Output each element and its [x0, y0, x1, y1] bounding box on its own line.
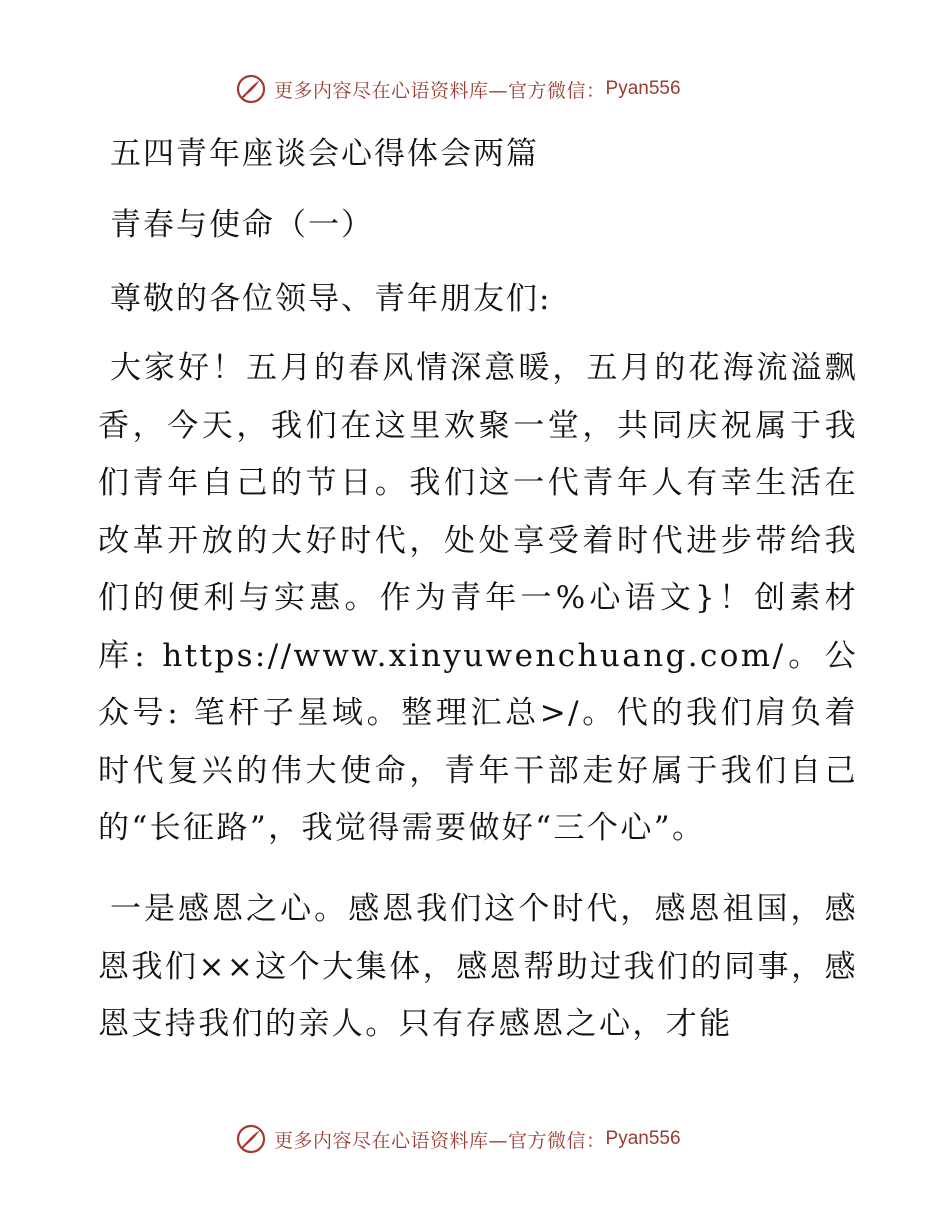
document-title: 五四青年座谈会心得体会两篇 — [110, 136, 539, 172]
salutation: 尊敬的各位领导、青年朋友们: — [110, 281, 552, 317]
watermark-text: 更多内容尽在心语资料库—官方微信： — [274, 1129, 606, 1152]
feather-logo-icon — [236, 74, 266, 104]
body-paragraph — [98, 340, 858, 858]
body-paragraph — [98, 881, 858, 1054]
footer-watermark — [236, 1122, 716, 1156]
watermark-text: 更多内容尽在心语资料库—官方微信： — [274, 79, 606, 102]
header-watermark — [236, 72, 716, 106]
paragraph-text: 大家好！五月的春风情深意暖，五月的花海流溢飘香，今天，我们在这里欢聚一堂，共同庆祝属于我们青年自己的节日。我们这一代青年人有幸生活在改革开放的大好时代，处处享受着时代进步带给我们的便利与实惠。作为青年一%心语文}！创素材库: https://www.xinyuwenchuang.com/。公众号: 笔杆子星域。整理汇总>/。代的我们肩负着时代复兴的伟大使命，青年干部走好属于我们自己的“长征路”，我觉得需要做好“三个心”。 — [98, 350, 858, 846]
watermark-wechat-id: Pyan556 — [605, 1128, 681, 1149]
paragraph-text: 一是感恩之心。感恩我们这个时代，感恩祖国，感恩我们××这个大集体，感恩帮助过我们的同事，感恩支持我们的亲人。只有存感恩之心，才能 — [98, 891, 858, 1042]
section-subtitle: 青春与使命（一） — [110, 207, 374, 243]
watermark-wechat-id: Pyan556 — [605, 78, 681, 99]
feather-logo-icon — [236, 1124, 266, 1154]
